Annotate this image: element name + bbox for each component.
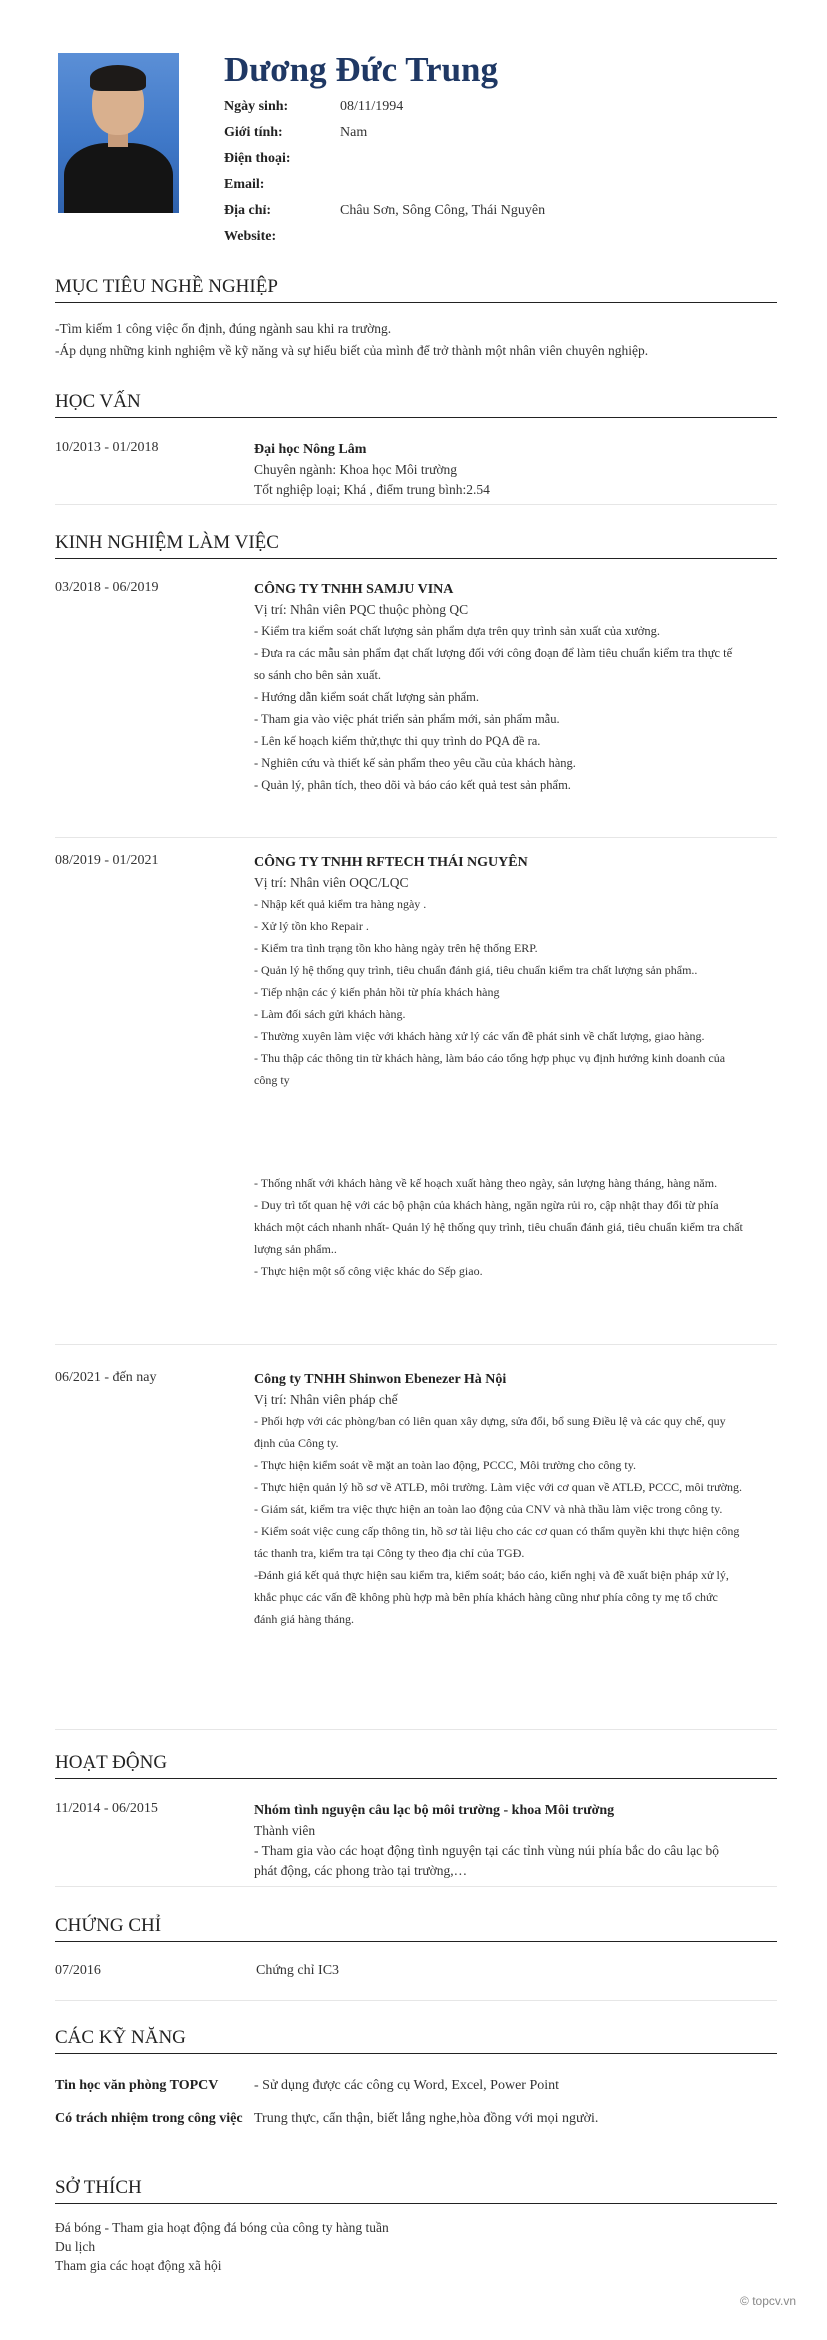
section-title-certificates: CHỨNG CHỈ: [55, 1915, 777, 1942]
description-line: - Tiếp nhận các ý kiến phản hồi từ phía khách hàng: [254, 985, 500, 999]
school-name: Đại học Nông Lâm: [254, 442, 367, 457]
objective-text: [55, 318, 777, 362]
objective-line: -Tìm kiếm 1 công việc ổn định, đúng ngành sau khi ra trường.: [55, 321, 392, 336]
education-entry: [55, 440, 777, 505]
experience-entry: [55, 1370, 777, 1730]
info-row-phone: [224, 146, 644, 172]
section-title-hobbies: SỞ THÍCH: [55, 2177, 777, 2204]
section-title-objective: MỤC TIÊU NGHỀ NGHIỆP: [55, 276, 777, 303]
info-value: Châu Sơn, Sông Công, Thái Nguyên: [340, 203, 546, 218]
job-position: Vị trí: Nhân viên pháp chế: [254, 1392, 398, 1407]
job-position: Vị trí: Nhân viên OQC/LQC: [254, 875, 409, 890]
entry-body: [254, 1801, 744, 1881]
info-row-birthday: [224, 94, 644, 120]
hobbies-list: [55, 2218, 389, 2275]
section-title-experience: KINH NGHIỆM LÀM VIỆC: [55, 532, 777, 559]
description-line: - Đưa ra các mẫu sản phẩm đạt chất lượng đối với công đoạn để làm tiêu chuẩn kiểm tra thực tế so sánh cho bên sản xuất.: [254, 646, 733, 682]
personal-info: [224, 94, 644, 250]
skill-description: - Sử dụng được các công cụ Word, Excel, Power Point: [254, 2078, 560, 2093]
description-line: - Quản lý hệ thống quy trình, tiêu chuẩn đánh giá, tiêu chuẩn kiểm tra chất lượng sản phẩm..: [254, 963, 698, 977]
section-title-education: HỌC VẤN: [55, 391, 777, 418]
company-name: Công ty TNHH Shinwon Ebenezer Hà Nội: [254, 1372, 507, 1387]
description-line: - Nhập kết quả kiểm tra hàng ngày .: [254, 897, 427, 911]
description-line: - Thống nhất với khách hàng về kế hoạch xuất hàng theo ngày, sản lượng hàng tháng, hàng năm.: [254, 1176, 718, 1190]
skill-row: [55, 2076, 777, 2096]
description-line: - Giám sát, kiểm tra việc thực hiện an toàn lao động của CNV và nhà thầu làm việc trong công ty.: [254, 1502, 723, 1516]
entry-date: 03/2018 - 06/2019: [55, 580, 159, 595]
activity-role: Thành viên: [254, 1823, 316, 1838]
section-title-activities: HOẠT ĐỘNG: [55, 1752, 777, 1779]
activity-entry: [55, 1801, 777, 1887]
info-row-email: [224, 172, 644, 198]
entry-body: [254, 580, 744, 796]
organization-name: Nhóm tình nguyện câu lạc bộ môi trường - khoa Môi trường: [254, 1803, 615, 1818]
job-description-continued: [254, 1172, 744, 1282]
description-line: - Thực hiện kiểm soát về mặt an toàn lao động, PCCC, Môi trường cho công ty.: [254, 1458, 636, 1472]
entry-date: 10/2013 - 01/2018: [55, 440, 159, 455]
candidate-name: Dương Đức Trung: [224, 50, 499, 89]
info-label: Email:: [224, 177, 265, 192]
entry-body: [254, 1370, 744, 1630]
description-line: - Quản lý, phân tích, theo dõi và báo cáo kết quả test sản phẩm.: [254, 778, 571, 792]
info-label: Website:: [224, 229, 277, 244]
hobby-item: Du lịch: [55, 2239, 96, 2254]
info-label: Giới tính:: [224, 125, 283, 140]
description-line: - Thu thập các thông tin từ khách hàng, làm báo cáo tổng hợp phục vụ định hướng kinh doanh của công ty: [254, 1051, 726, 1087]
entry-body: [254, 853, 744, 1282]
description-line: - Tham gia vào việc phát triển sản phẩm mới, sản phẩm mẫu.: [254, 712, 560, 726]
skill-row: [55, 2109, 777, 2129]
skill-name: Có trách nhiệm trong công việc: [55, 2111, 243, 2126]
company-name: CÔNG TY TNHH SAMJU VINA: [254, 582, 454, 597]
description-line: - Kiểm tra kiểm soát chất lượng sản phẩm dựa trên quy trình sản xuất của xưởng.: [254, 624, 661, 638]
certificate-entry: [55, 1963, 777, 2001]
info-row-gender: [224, 120, 644, 146]
description-line: - Thực hiện một số công việc khác do Sếp giao.: [254, 1264, 483, 1278]
info-value: 08/11/1994: [340, 99, 404, 114]
entry-date: 08/2019 - 01/2021: [55, 853, 159, 868]
entry-date: 07/2016: [55, 1963, 101, 1978]
info-label: Địa chỉ:: [224, 203, 272, 218]
description-line: - Phối hợp với các phòng/ban có liên quan xây dựng, sửa đổi, bổ sung Điều lệ và các quy chế, quy định của Công ty.: [254, 1414, 726, 1450]
hobby-item: Đá bóng - Tham gia hoạt động đá bóng của công ty hàng tuần: [55, 2220, 389, 2235]
job-position: Vị trí: Nhân viên PQC thuộc phòng QC: [254, 602, 469, 617]
description-line: - Lên kế hoạch kiểm thử,thực thi quy trình do PQA đề ra.: [254, 734, 541, 748]
info-row-address: [224, 198, 644, 224]
info-label: Ngày sinh:: [224, 99, 289, 114]
experience-entry: [55, 853, 777, 1345]
company-name: CÔNG TY TNHH RFTECH THÁI NGUYÊN: [254, 855, 528, 870]
description-line: - Kiểm soát việc cung cấp thông tin, hồ sơ tài liệu cho các cơ quan có thẩm quyền khi thực hiện công tác thanh tra, kiểm tra tại Công ty theo địa chỉ của TGĐ.: [254, 1524, 740, 1560]
objective-line: -Áp dụng những kinh nghiệm về kỹ năng và sự hiểu biết của mình để trở thành một nhân viên chuyên nghiệp.: [55, 343, 649, 358]
hobby-item: Tham gia các hoạt động xã hội: [55, 2258, 222, 2273]
activity-description: - Tham gia vào các hoạt động tình nguyện tại các tỉnh vùng núi phía bắc do câu lạc bộ phát động, các phong trào tại trường,…: [254, 1843, 719, 1878]
description-line: - Duy trì tốt quan hệ với các bộ phận của khách hàng, ngăn ngừa rủi ro, cập nhật thay đổi từ phía khách một cách nhanh nhất- Quản lý hệ thống quy trình, tiêu chuẩn đánh giá, tiêu chuẩn kiểm tra chất lượng sản phẩm..: [254, 1198, 743, 1256]
description-line: - Xử lý tồn kho Repair .: [254, 919, 369, 933]
grade: Tốt nghiệp loại; Khá , điểm trung bình:2.54: [254, 482, 490, 497]
major: Chuyên ngành: Khoa học Môi trường: [254, 462, 458, 477]
skill-name: Tin học văn phòng TOPCV: [55, 2078, 219, 2093]
description-line: - Thường xuyên làm việc với khách hàng xử lý các vấn đề phát sinh về chất lượng, giao hàng.: [254, 1029, 705, 1043]
entry-date: 11/2014 - 06/2015: [55, 1801, 158, 1816]
experience-entry: [55, 580, 777, 838]
job-description: [254, 620, 744, 796]
entry-date: 06/2021 - đến nay: [55, 1370, 157, 1385]
section-title-skills: CÁC KỸ NĂNG: [55, 2027, 777, 2054]
topcv-watermark: © topcv.vn: [740, 2294, 796, 2308]
certificate-name: Chứng chỉ IC3: [256, 1963, 340, 1978]
skill-description: Trung thực, cẩn thận, biết lắng nghe,hòa đồng với mọi người.: [254, 2111, 599, 2126]
job-description: [254, 1410, 744, 1630]
job-description: [254, 893, 744, 1091]
profile-photo: [58, 53, 179, 213]
info-label: Điện thoại:: [224, 151, 291, 166]
info-value: Nam: [340, 125, 368, 140]
description-line: - Hướng dẫn kiểm soát chất lượng sản phẩm.: [254, 690, 479, 704]
entry-body: [254, 440, 744, 500]
info-row-website: [224, 224, 644, 250]
description-line: - Làm đối sách gửi khách hàng.: [254, 1007, 406, 1021]
description-line: - Kiểm tra tình trạng tồn kho hàng ngày trên hệ thống ERP.: [254, 941, 538, 955]
description-line: -Đánh giá kết quả thực hiện sau kiểm tra, kiểm soát; báo cáo, kiến nghị và đề xuất biện pháp xử lý, khắc phục các vấn đề không phù hợp mà bên phía khách hàng cũng như phía công ty mẹ tổ chức đánh giá hàng tháng.: [254, 1568, 729, 1626]
description-line: - Nghiên cứu và thiết kế sản phẩm theo yêu cầu của khách hàng.: [254, 756, 576, 770]
description-line: - Thực hiện quản lý hồ sơ về ATLĐ, môi trường. Làm việc với cơ quan về ATLĐ, PCCC, môi trường.: [254, 1480, 742, 1494]
